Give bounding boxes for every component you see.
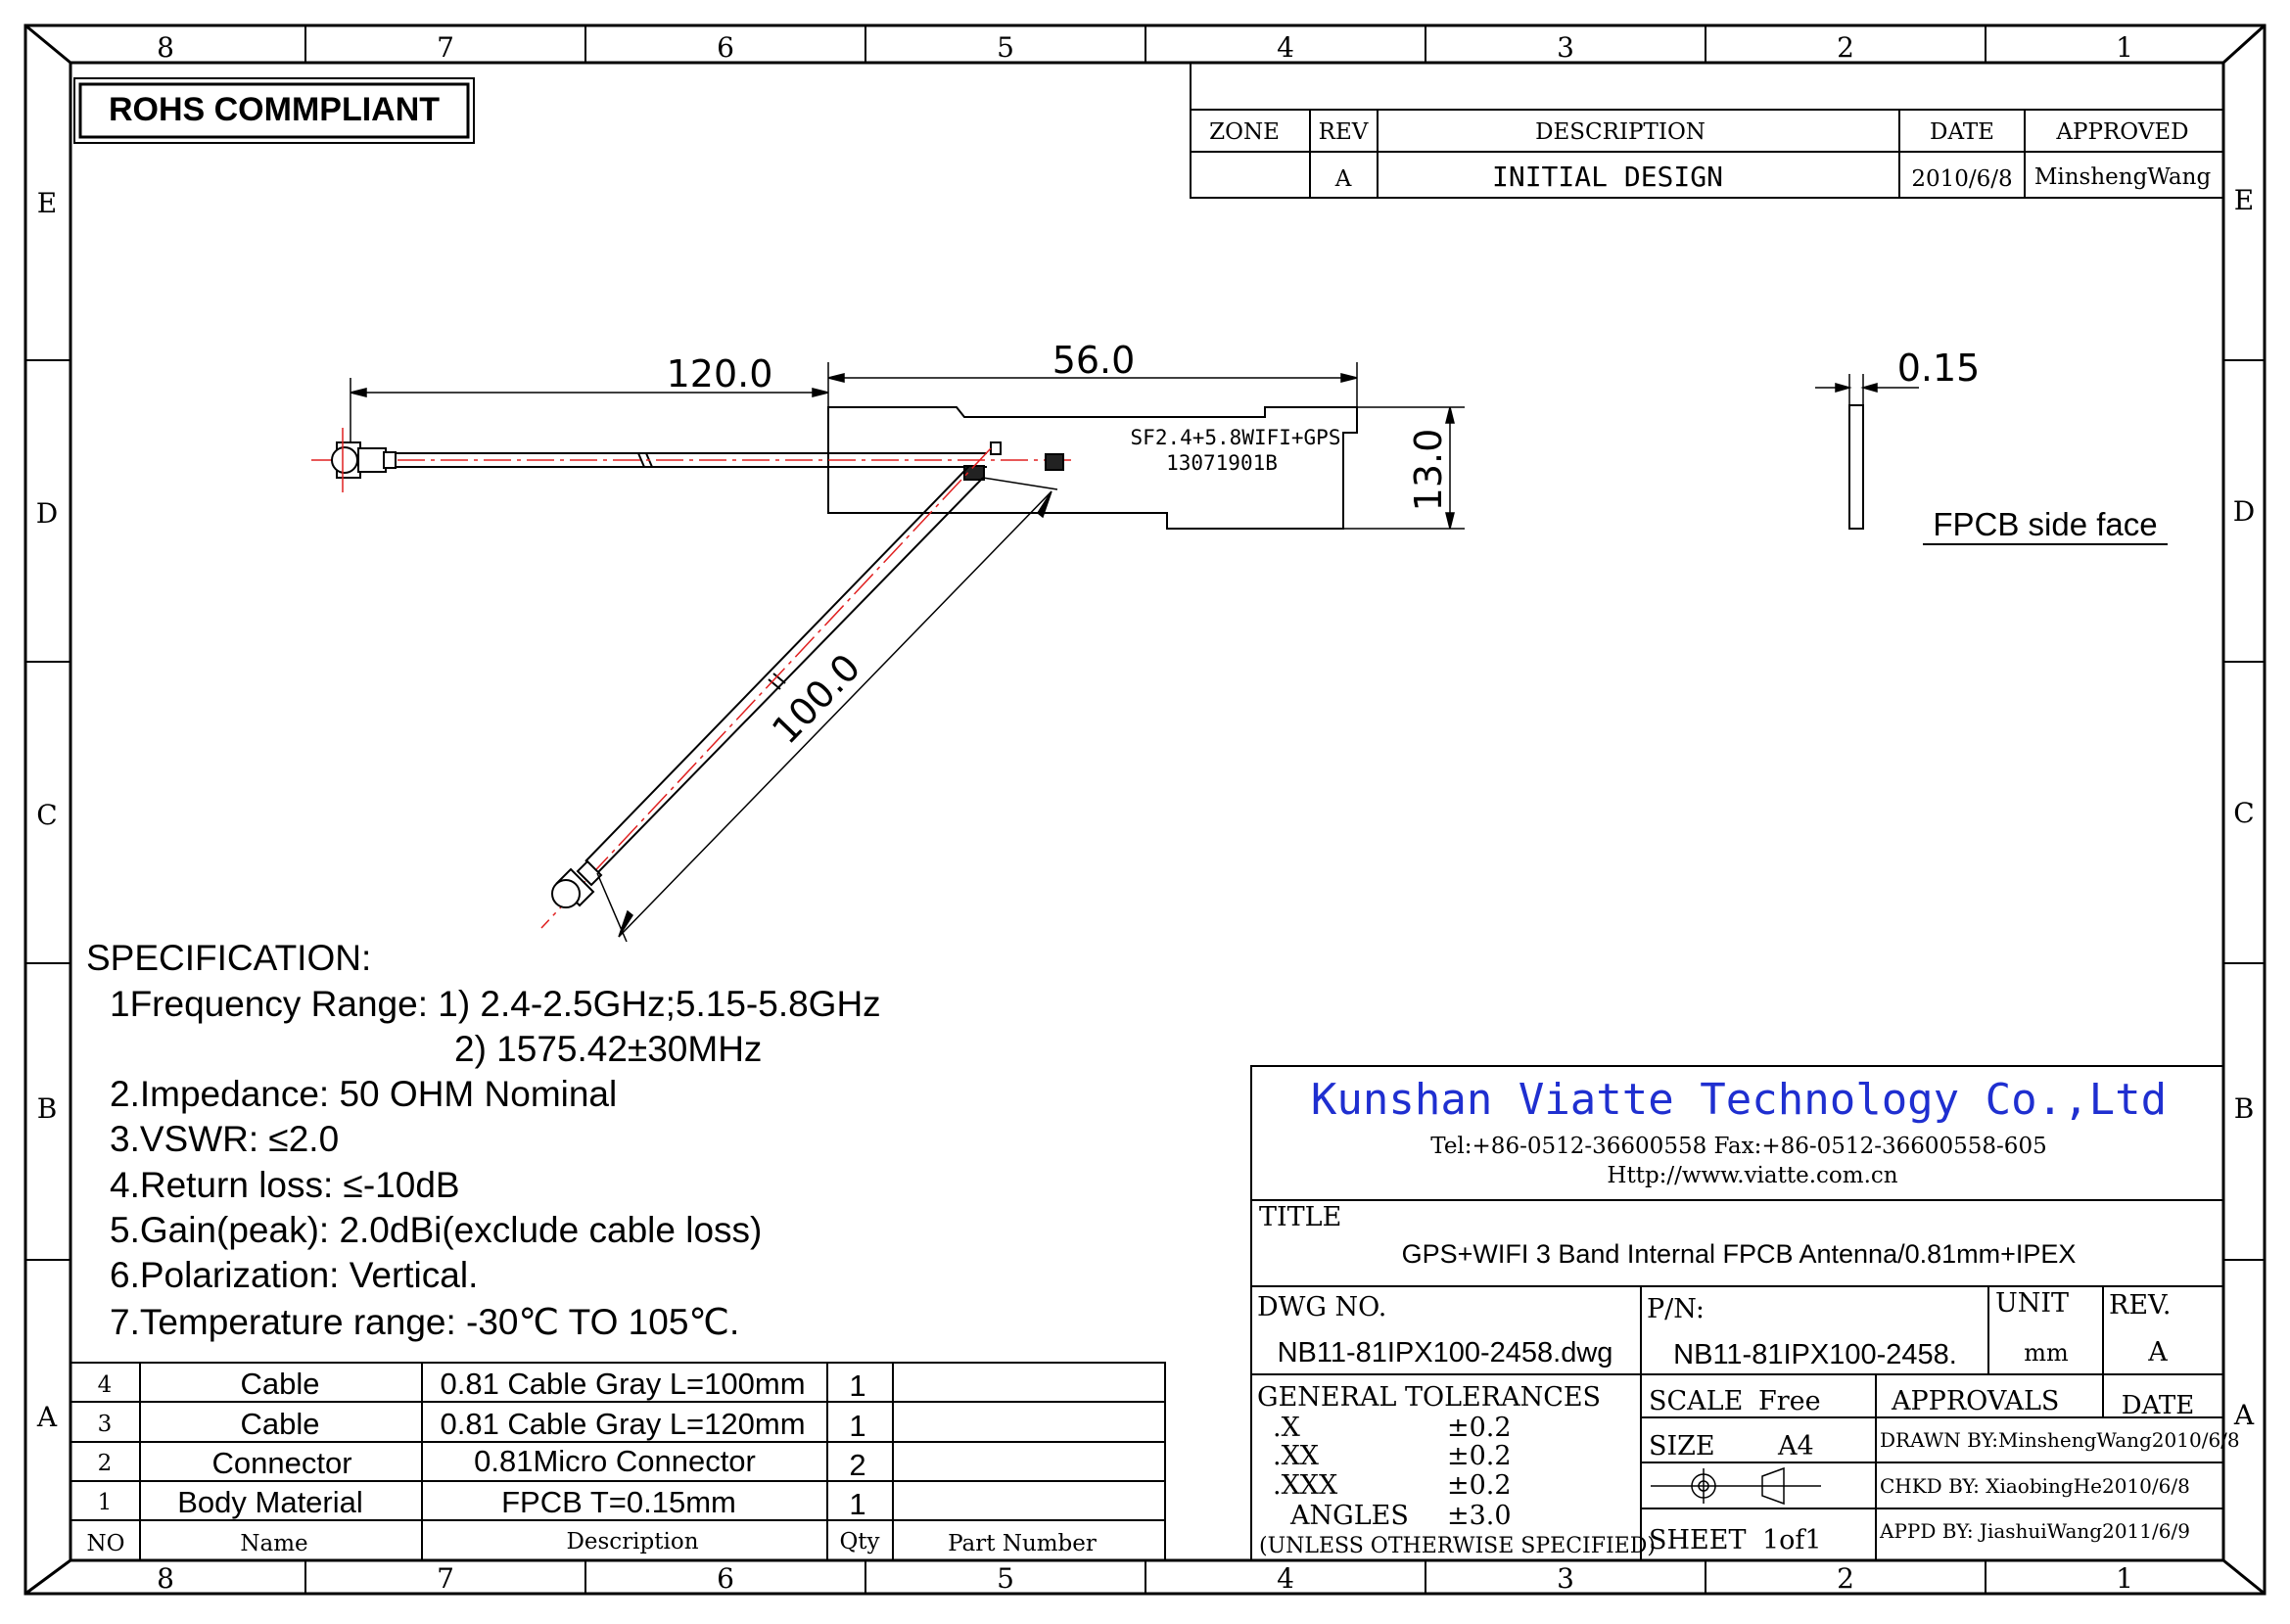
bom-header-row bbox=[87, 1529, 1097, 1556]
company-name: Kunshan Viatte Technology Co.,Ltd bbox=[1310, 1075, 2168, 1125]
bom-row-description: FPCB T=0.15mm bbox=[501, 1485, 736, 1519]
bom-row-1 bbox=[98, 1485, 866, 1521]
specification-block bbox=[86, 938, 881, 1342]
scale-value: Free bbox=[1758, 1386, 1821, 1416]
drawing-title: GPS+WIFI 3 Band Internal FPCB Antenna/0.81mm+IPEX bbox=[1401, 1239, 2077, 1269]
zone-label: 5 bbox=[997, 1562, 1014, 1595]
bom-row-qty: 1 bbox=[849, 1369, 866, 1403]
zone-label: A bbox=[2233, 1399, 2255, 1431]
rev-header-date: DATE bbox=[1930, 119, 1994, 145]
bom-table bbox=[70, 1363, 1165, 1560]
pn-label: P/N: bbox=[1647, 1294, 1706, 1324]
zone-label: 2 bbox=[1837, 31, 1854, 64]
bom-row-qty: 1 bbox=[849, 1409, 866, 1443]
ipex-connector-left bbox=[332, 442, 396, 478]
scale-label: SCALE bbox=[1649, 1386, 1744, 1416]
rev-header-rev: REV bbox=[1318, 119, 1369, 145]
zone-label: 7 bbox=[437, 31, 454, 64]
sheet-label: SHEET bbox=[1649, 1525, 1747, 1555]
tolerance-value: ±0.2 bbox=[1447, 1413, 1512, 1443]
bom-row-3 bbox=[98, 1407, 866, 1443]
checked-by: CHKD BY: XiaobingHe2010/6/8 bbox=[1880, 1474, 2190, 1498]
bom-row-no: 2 bbox=[97, 1451, 113, 1476]
zone-label: 4 bbox=[1277, 31, 1294, 64]
zone-labels-left bbox=[36, 187, 58, 1433]
spec-heading: SPECIFICATION: bbox=[86, 938, 372, 978]
sheet-value: 1of1 bbox=[1762, 1525, 1822, 1555]
cable-diagonal-centerline bbox=[541, 448, 991, 928]
tolerance-value: ±0.2 bbox=[1447, 1470, 1512, 1501]
bom-row-qty: 1 bbox=[849, 1487, 866, 1521]
bom-row-qty: 2 bbox=[849, 1448, 866, 1482]
dim-board-height-label: 13.0 bbox=[1407, 428, 1450, 512]
rohs-label: ROHS COMMPLIANT bbox=[108, 91, 441, 128]
spec-line: 4.Return loss: ≤-10dB bbox=[110, 1165, 460, 1205]
zone-label: E bbox=[2233, 184, 2255, 216]
zone-label: C bbox=[2233, 797, 2255, 829]
bom-row-name: Body Material bbox=[177, 1485, 363, 1519]
unit-label: UNIT bbox=[1995, 1288, 2070, 1319]
zone-label: 6 bbox=[717, 1562, 734, 1595]
bom-header-no: NO bbox=[86, 1531, 125, 1556]
bom-header-qty: Qty bbox=[839, 1529, 880, 1554]
unit-value: mm bbox=[2024, 1339, 2069, 1367]
rev-header-description: DESCRIPTION bbox=[1535, 119, 1706, 145]
dwg-no-value: NB11-81IPX100-2458.dwg bbox=[1277, 1337, 1613, 1369]
date-label: DATE bbox=[2121, 1391, 2195, 1420]
spec-line: 5.Gain(peak): 2.0dBi(exclude cable loss) bbox=[110, 1210, 763, 1250]
tolerance-label: .X bbox=[1273, 1413, 1300, 1443]
rev-header-zone: ZONE bbox=[1209, 119, 1280, 145]
tolerances-heading: GENERAL TOLERANCES bbox=[1257, 1382, 1602, 1413]
side-face-label: FPCB side face bbox=[1933, 506, 2158, 542]
zone-label: E bbox=[36, 187, 58, 219]
bom-row-no: 4 bbox=[97, 1372, 113, 1398]
spec-line: 6.Polarization: Vertical. bbox=[110, 1255, 479, 1295]
zone-label: D bbox=[2232, 495, 2256, 528]
revision-table bbox=[1191, 63, 2223, 198]
tolerance-label: .XX bbox=[1273, 1441, 1320, 1471]
tolerance-value: ±0.2 bbox=[1447, 1441, 1512, 1471]
rev-header-approved: APPROVED bbox=[2056, 119, 2189, 145]
bom-row-no: 1 bbox=[97, 1490, 113, 1515]
spec-line: 2) 1575.42±30MHz bbox=[454, 1029, 763, 1069]
zone-label: 8 bbox=[157, 31, 174, 64]
rev-row-rev: A bbox=[1334, 166, 1352, 192]
zone-label: 3 bbox=[1557, 31, 1574, 64]
dim-board-width-label: 56.0 bbox=[1052, 339, 1136, 382]
zone-label: B bbox=[36, 1092, 58, 1125]
dim-cable-length-diagonal-label: 100.0 bbox=[764, 645, 869, 753]
zone-label: 2 bbox=[1837, 1562, 1854, 1595]
antenna-drawing bbox=[311, 339, 1465, 942]
company-website: Http://www.viatte.com.cn bbox=[1607, 1163, 1898, 1188]
spec-line: 7.Temperature range: -30℃ TO 105℃. bbox=[110, 1302, 740, 1342]
zone-label: 6 bbox=[717, 31, 734, 64]
rev-row-description: INITIAL DESIGN bbox=[1491, 161, 1724, 193]
zone-label: 4 bbox=[1277, 1562, 1294, 1595]
zone-label: A bbox=[36, 1401, 58, 1433]
tolerance-value: ±3.0 bbox=[1447, 1501, 1512, 1531]
pn-value: NB11-81IPX100-2458. bbox=[1673, 1339, 1957, 1370]
company-contact: Tel:+86-0512-36600558 Fax:+86-0512-36600558-605 bbox=[1430, 1134, 2047, 1159]
bom-row-name: Connector bbox=[211, 1446, 352, 1480]
title-block bbox=[1251, 1066, 2240, 1560]
rev-value: A bbox=[2148, 1337, 2168, 1368]
rev-label: REV. bbox=[2109, 1290, 2172, 1321]
tolerance-label: .XXX bbox=[1273, 1470, 1338, 1501]
bom-row-no: 3 bbox=[97, 1412, 113, 1437]
bom-row-4 bbox=[98, 1367, 866, 1403]
zone-label: 1 bbox=[2116, 31, 2133, 64]
spec-line: 2.Impedance: 50 OHM Nominal bbox=[110, 1074, 618, 1114]
dim-thickness-label: 0.15 bbox=[1896, 347, 1981, 390]
projection-symbol-icon bbox=[1651, 1468, 1821, 1504]
drawn-by: DRAWN BY:MinshengWang2010/6/8 bbox=[1880, 1428, 2240, 1452]
approved-by: APPD BY: JiashuiWang2011/6/9 bbox=[1880, 1519, 2190, 1543]
rev-row-approved: MinshengWang bbox=[2033, 164, 2212, 190]
dim-cable-length-top-label: 120.0 bbox=[666, 352, 773, 395]
zone-labels-right bbox=[2233, 184, 2255, 1431]
bom-header-description: Description bbox=[566, 1529, 699, 1554]
general-tolerances bbox=[1257, 1382, 1656, 1558]
zone-label: 8 bbox=[157, 1562, 174, 1595]
zone-label: 5 bbox=[997, 31, 1014, 64]
board-marking-code: 13071901B bbox=[1166, 451, 1278, 475]
bom-row-name: Cable bbox=[240, 1367, 320, 1401]
bom-header-name: Name bbox=[240, 1531, 308, 1556]
fpcb-side-face bbox=[1815, 347, 2168, 544]
bom-row-description: 0.81 Cable Gray L=100mm bbox=[440, 1367, 806, 1401]
bom-row-description: 0.81Micro Connector bbox=[474, 1444, 756, 1478]
zone-label: 1 bbox=[2116, 1562, 2133, 1595]
tolerances-note: (UNLESS OTHERWISE SPECIFIED) bbox=[1259, 1534, 1656, 1558]
bom-row-name: Cable bbox=[240, 1407, 320, 1441]
bom-row-2 bbox=[98, 1444, 866, 1482]
approvals-label: APPROVALS bbox=[1892, 1386, 2060, 1416]
zone-label: 7 bbox=[437, 1562, 454, 1595]
spec-line: 1Frequency Range: 1) 2.4-2.5GHz;5.15-5.8GHz bbox=[110, 984, 881, 1024]
rohs-stamp bbox=[74, 78, 474, 143]
board-marking-model: SF2.4+5.8WIFI+GPS bbox=[1130, 426, 1341, 449]
tolerance-label: ANGLES bbox=[1290, 1501, 1409, 1531]
rev-row-date: 2010/6/8 bbox=[1911, 166, 2013, 192]
dwg-no-label: DWG NO. bbox=[1257, 1292, 1387, 1322]
zone-label: 3 bbox=[1557, 1562, 1574, 1595]
size-value: A4 bbox=[1778, 1431, 1814, 1462]
title-label: TITLE bbox=[1259, 1202, 1342, 1232]
spec-line: 3.VSWR: ≤2.0 bbox=[110, 1119, 340, 1159]
zone-label: C bbox=[36, 799, 58, 831]
bom-header-part-number: Part Number bbox=[948, 1531, 1097, 1556]
zone-label: B bbox=[2233, 1092, 2255, 1125]
bom-row-description: 0.81 Cable Gray L=120mm bbox=[440, 1407, 806, 1441]
size-label: SIZE bbox=[1649, 1431, 1715, 1462]
zone-label: D bbox=[35, 497, 59, 530]
ipex-connector-bottom bbox=[552, 861, 601, 907]
